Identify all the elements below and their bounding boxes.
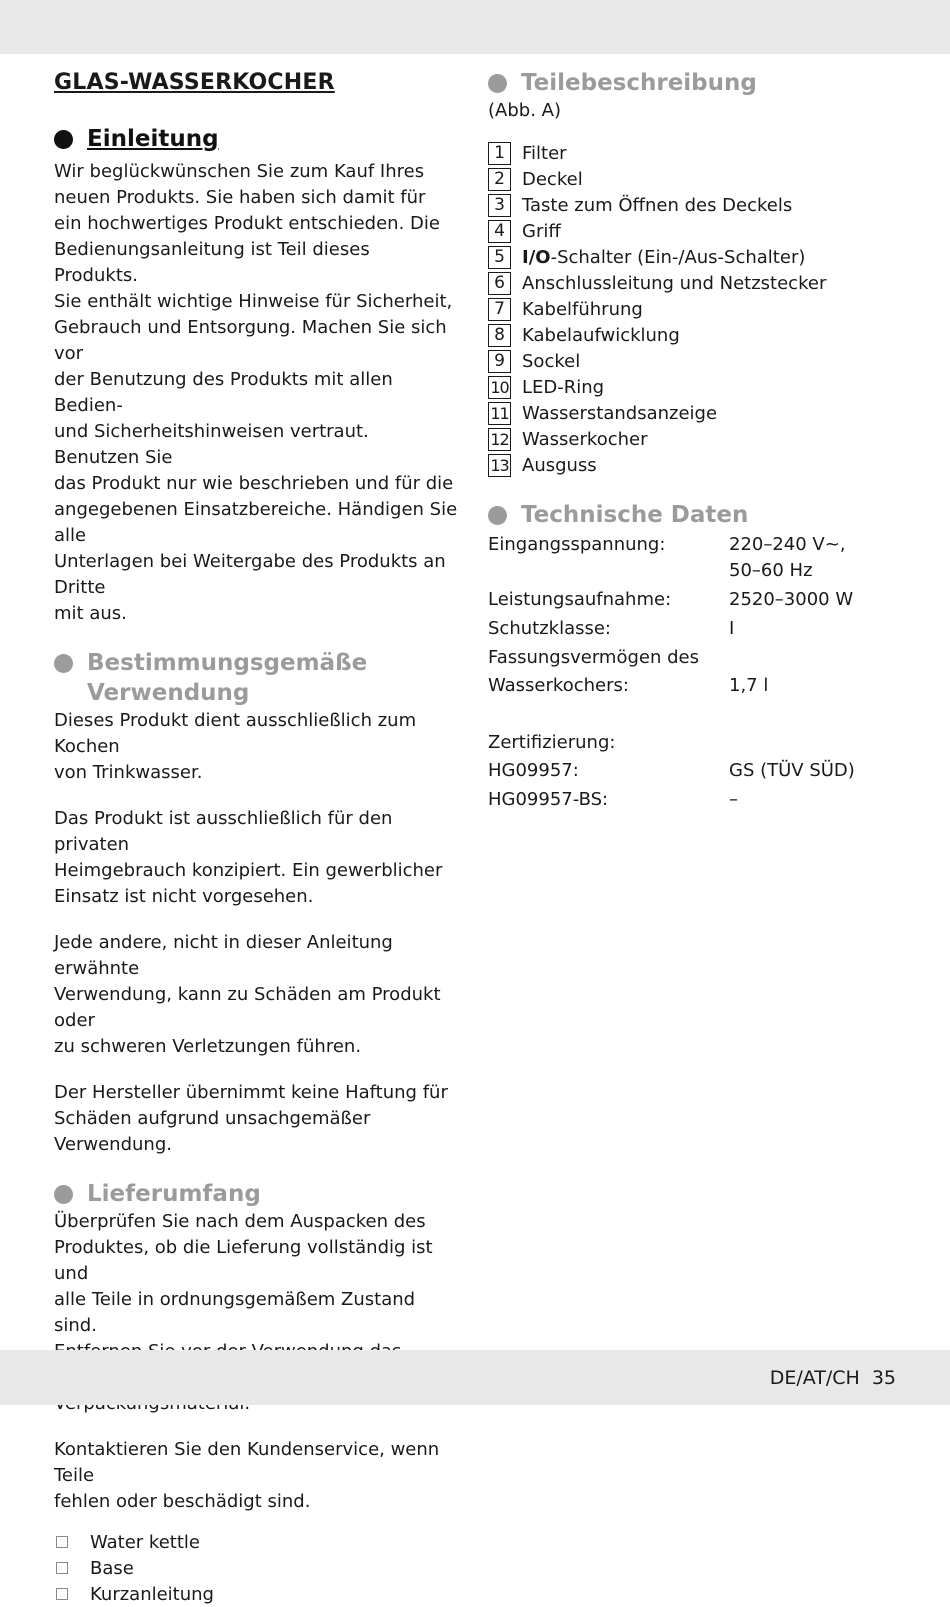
part-number: 3 [488,194,511,217]
spec-row: Leistungsaufnahme: 2520–3000 W [488,589,854,610]
heading-technische-daten: Technische Daten [488,500,908,530]
list-item: 6 Anschlussleitung und Netzstecker [488,270,908,296]
list-item: 5 I/O -Schalter (Ein-/Aus-Schalter) [488,244,908,270]
top-band [0,0,950,54]
spec-row: Zertifizierung: [488,732,616,753]
checkbox-square-icon [56,1536,68,1548]
text-line: angegebenen Einsatzbereiche. Händigen Sie alle [54,499,458,546]
part-number: 10 [488,376,511,399]
tech-specs [488,532,908,813]
list-item: 8 Kabelaufwicklung [488,322,908,348]
spec-row: Wasserkochers: 1,7 l [488,675,769,696]
heading-teilebeschreibung: Teilebeschreibung [488,68,908,98]
usage-paragraph-4: Der Hersteller übernimmt keine Haftung für Schäden aufgrund unsachgemäßer Verwendung. [54,1082,448,1155]
list-item: Water kettle [54,1529,459,1555]
part-number: 1 [488,142,511,165]
bullet-dot-icon [54,654,73,673]
right-column [488,66,908,813]
checkbox-square-icon [56,1588,68,1600]
part-number: 9 [488,350,511,373]
intro-paragraph [54,159,459,627]
usage-paragraph-2: Das Produkt ist ausschließlich für den privaten Heimgebrauch konzipiert. Ein gewerblicher Einsatz ist nicht vorgesehen. [54,808,443,907]
list-item: 4 Griff [488,218,908,244]
part-number: 13 [488,454,511,477]
list-item: Kurzanleitung [54,1581,459,1607]
list-item: 9 Sockel [488,348,908,374]
text-line: Gebrauch und Entsorgung. Machen Sie sich vor [54,317,447,364]
part-number: 5 [488,246,511,269]
text-line: Unterlagen bei Weitergabe des Produkts an Dritte [54,551,446,598]
text-line: der Benutzung des Produkts mit allen Bedien- [54,369,393,416]
heading-bestimmungsgemaesse-verwendung: Bestimmungsgemäße Verwendung [54,648,459,708]
list-item: 3 Taste zum Öffnen des Deckels [488,192,908,218]
spec-row: Schutzklasse: I [488,618,735,639]
part-number: 6 [488,272,511,295]
usage-paragraph-1: Dieses Produkt dient ausschließlich zum Kochen von Trinkwasser. [54,710,417,783]
list-item: 2 Deckel [488,166,908,192]
bullet-dot-icon [54,1185,73,1204]
spec-row: HG09957-BS: – [488,789,738,810]
bullet-dot-icon [54,130,73,149]
scope-checklist [54,1529,459,1607]
page-footer [758,1367,896,1389]
list-item: 7 Kabelführung [488,296,908,322]
list-item: 11 Wasserstandsanzeige [488,400,908,426]
document-title: GLAS-WASSERKOCHER [54,70,335,95]
spec-row: Fassungsvermögen des [488,647,699,668]
heading-lieferumfang: Lieferumfang [54,1179,459,1209]
list-item: 1 Filter [488,140,908,166]
checkbox-square-icon [56,1562,68,1574]
scope-paragraph-2: Kontaktieren Sie den Kundenservice, wenn Teile fehlen oder beschädigt sind. [54,1439,440,1512]
text-line: das Produkt nur wie beschrieben und für die [54,473,454,494]
text-line: ein hochwertiges Produkt entschieden. Die [54,213,440,234]
text-line: mit aus. [54,603,127,624]
part-number: 12 [488,428,511,451]
text-line: Sie enthält wichtige Hinweise für Sicherheit, [54,291,453,312]
text-line: Bedienungsanleitung ist Teil dieses Produkts. [54,239,370,286]
part-number: 8 [488,324,511,347]
parts-list [488,140,908,478]
spec-row: Eingangsspannung: 220–240 V~, [488,534,846,555]
list-item: 13 Ausguss [488,452,908,478]
part-number: 2 [488,168,511,191]
bullet-dot-icon [488,506,507,525]
spec-row: HG09957: GS (TÜV SÜD) [488,760,855,781]
list-item: 12 Wasserkocher [488,426,908,452]
text-line: Wir beglückwünschen Sie zum Kauf Ihres [54,161,425,182]
part-number: 11 [488,402,511,425]
spec-row: 50–60 Hz [729,560,813,581]
figure-reference: (Abb. A) [488,100,561,121]
list-item: Base [54,1555,459,1581]
heading-einleitung: Einleitung [54,124,459,154]
text-line: neuen Produkts. Sie haben sich damit für [54,187,426,208]
power-switch-symbol: I/O [522,246,551,268]
footer-region: DE/AT/CH [769,1367,860,1389]
usage-paragraph-3: Jede andere, nicht in dieser Anleitung erwähnte Verwendung, kann zu Schäden am Produkt oder zu schweren Verletzungen führen. [54,932,441,1057]
list-item: 10 LED-Ring [488,374,908,400]
part-number: 7 [488,298,511,321]
scope-paragraph-1: Überprüfen Sie nach dem Auspacken des Produktes, ob die Lieferung vollständig ist und alle Teile in ordnungsgemäßem Zustand sind. [54,1211,433,1336]
page-number: 35 [871,1367,896,1389]
text-line: und Sicherheitshinweisen vertraut. Benutzen Sie [54,421,369,468]
part-number: 4 [488,220,511,243]
bullet-dot-icon [488,74,507,93]
